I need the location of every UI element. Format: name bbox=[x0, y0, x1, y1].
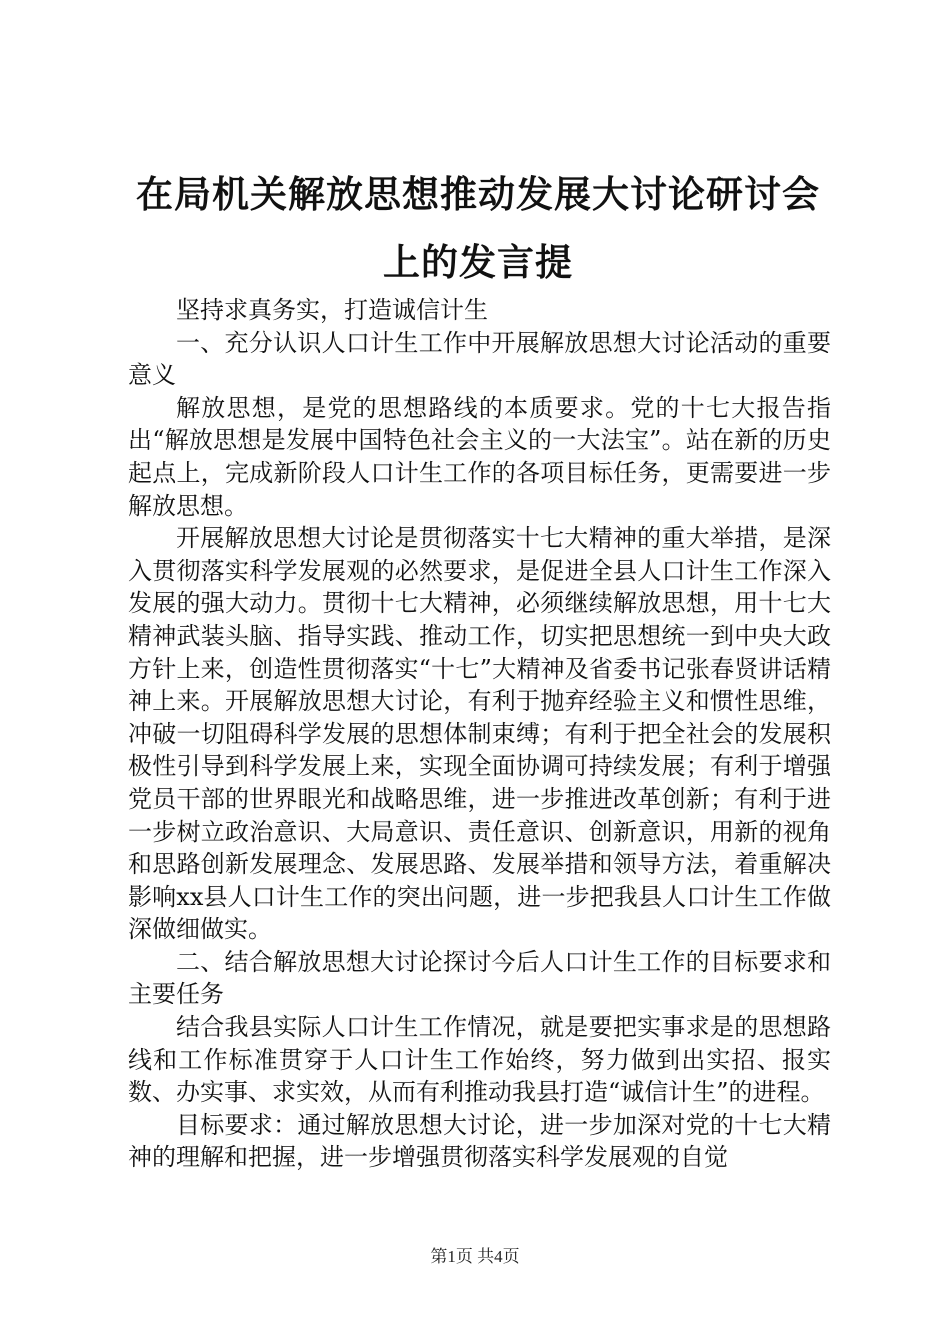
section-heading-2: 二、结合解放思想大讨论探讨今后人口计生工作的目标要求和主要任务 bbox=[128, 947, 831, 1009]
document-title: 在局机关解放思想推动发展大讨论研讨会上的发言提 bbox=[136, 172, 820, 284]
body-paragraph: 开展解放思想大讨论是贯彻落实十七大精神的重大举措，是深入贯彻落实科学发展观的必然要求，是促进全县人口计生工作深入发展的强大动力。贯彻十七大精神，必须继续解放思想，用十七大精神武装头脑、指导实践、推动工作，切实把思想统一到中央大政方针上来，创造性贯彻落实“十七”大精神及省委书记张春贤讲话精神上来。开展解放思想大讨论，有利于抛弃经验主义和惯性思维，冲破一切阻碍科学发展的思想体制束缚；有利于把全社会的发展积极性引导到科学发展上来，实现全面协调可持续发展；有利于增强党员干部的世界眼光和战略思维，进一步推进改革创新；有利于进一步树立政治意识、大局意识、责任意识、创新意识，用新的视角和思路创新发展理念、发展思路、发展举措和领导方法，着重解决影响xx县人口计生工作的突出问题，进一步把我县人口计生工作做深做细做实。 bbox=[128, 524, 831, 944]
body-paragraph: 解放思想，是党的思想路线的本质要求。党的十七大报告指出“解放思想是发展中国特色社会主义的一大法宝”。站在新的历史起点上，完成新阶段人口计生工作的各项目标任务，更需要进一步解放思想。 bbox=[128, 393, 831, 520]
page-number-footer: 第1页 共4页 bbox=[430, 1247, 520, 1266]
body-paragraph: 结合我县实际人口计生工作情况，就是要把实事求是的思想路线和工作标准贯穿于人口计生工作始终，努力做到出实招、报实数、办实事、求实效，从而有利推动我县打造“诚信计生”的进程。 bbox=[128, 1013, 831, 1107]
section-heading-1: 一、充分认识人口计生工作中开展解放思想大讨论活动的重要意义 bbox=[128, 328, 831, 390]
document-body bbox=[128, 294, 831, 1174]
subtitle-paragraph: 坚持求真务实，打造诚信计生 bbox=[176, 296, 488, 324]
body-paragraph: 目标要求：通过解放思想大讨论，进一步加深对党的十七大精神的理解和把握，进一步增强贯彻落实科学发展观的自觉 bbox=[128, 1110, 831, 1172]
